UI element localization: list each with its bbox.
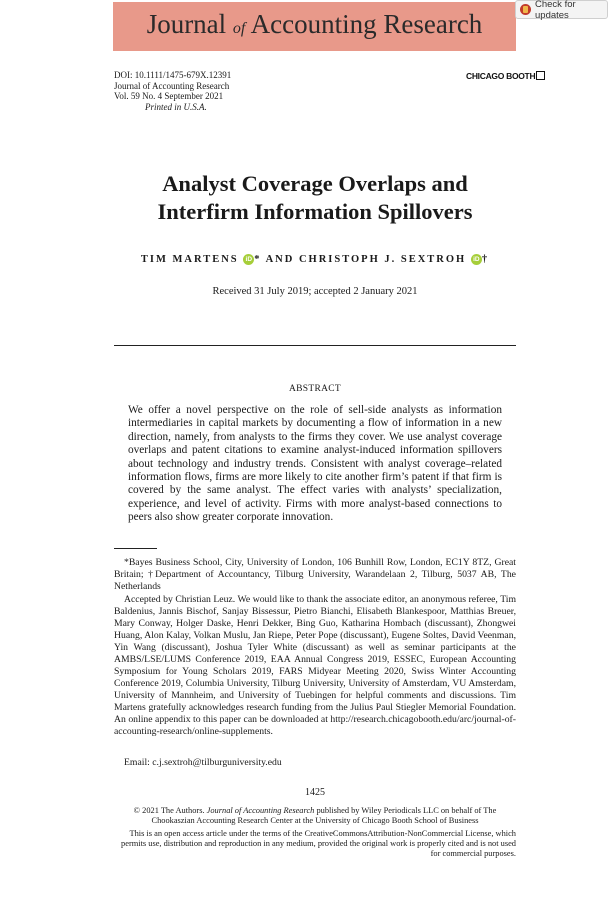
affiliations-footnote: *Bayes Business School, City, University of London, 106 Bunhill Row, London, EC1Y 8TZ, Great Britain; †Department of Accountancy, Tilburg University, Warandelaan 2, Tilburg, 5037 AB, The Netherlands (114, 557, 516, 592)
page-number: 1425 (305, 787, 325, 798)
author-name: TIM MARTENS (140, 254, 239, 265)
copyright-notice (114, 806, 516, 826)
divider (114, 345, 516, 346)
acknowledgments-footnote: Accepted by Christian Leuz. We would like to thank the associate editor, an anonymous referee, Tim Baldenius, Jannis Bischof, Sanjay Bissessur, Pietro Bianchi, Elisabeth Blankespoor, Matthias Breuer, Mary Conway, Holger Daske, Henri Dekker, Bing Guo, Katharina Hombach (discussant), Zhongwei Huang, Alon Kalay, Volkan Muslu, Jan Riepe, Peter Pope (discussant), Eugene Soltes, David Veenman, Yin Wang (discussant), Joshua Tyler White (discussant) as well as seminar participants at the AMBS/LSE/LUMS Conference 2019, EAA Annual Congress 2019, ESSEC, European Accounting Symposium for Young Scholars 2019, FARS Midyear Meeting 2020, Swiss Winter Accounting Conference 2019, Columbia University, Tilburg University, University of Amsterdam, VU Amsterdam, University of Mannheim, and University of Tuebingen for helpful comments and discussions. Tim Martens gratefully acknowledges research funding from the Julius Paul Stiegler Memorial Foundation. An online appendix to this paper can be downloaded at http://research.chicagobooth.edu/arc/journal-of-accounting-research/online-supplements. (114, 594, 516, 737)
license-notice: This is an open access article under the terms of the CreativeCommonsAttribution-NonCommercial License, which permits use, distribution and reproduction in any medium, provided the original work is properly cited and is not used for commercial purposes. (121, 829, 516, 858)
journal-banner (113, 2, 516, 51)
copyright-journal: Journal of Accounting Research (206, 806, 315, 815)
article-title-line2: Interfirm Information Spillovers (157, 199, 473, 224)
author-footnote-mark: † (481, 254, 490, 265)
journal-title (113, 9, 516, 40)
journal-title-part1: Journal (146, 9, 227, 39)
orcid-icon[interactable]: iD (471, 254, 482, 265)
journal-title-of: of (232, 20, 246, 37)
author-conjunction: AND (265, 254, 295, 265)
author-name: CHRISTOPH J. SEXTROH (298, 254, 467, 265)
article-title-line1: Analyst Coverage Overlaps and (162, 171, 468, 196)
journal-title-part2: Accounting Research (250, 9, 483, 39)
orcid-icon[interactable]: iD (243, 254, 254, 265)
check-for-updates-label: Check for updates (535, 0, 576, 21)
copyright-suffix: published by Wiley Periodicals LLC on behalf of The Chookaszian Accounting Research Center at the University of Chicago Booth School of Business (151, 806, 497, 825)
received-dates: Received 31 July 2019; accepted 2 January 2021 (212, 286, 418, 297)
crossmark-icon (520, 4, 531, 15)
article-metadata (114, 70, 231, 112)
journal-name: Journal of Accounting Research (114, 80, 230, 91)
publisher-logo (466, 71, 545, 81)
booth-shield-icon (536, 71, 545, 80)
abstract-heading: ABSTRACT (288, 384, 342, 394)
copyright-prefix: © 2021 The Authors. (133, 806, 205, 815)
doi: DOI: 10.1111/1475-679X.12391 (114, 70, 232, 80)
author-line (114, 254, 516, 265)
volume-info: Vol. 59 No. 4 September 2021 (114, 91, 224, 101)
abstract-text: We offer a novel perspective on the role of sell-side analysts as information intermediaries in capital markets by documenting a flow of information in a new direction, namely, from analysts to the firms they cover. We use analyst coverage overlaps and patent citations to examine analyst-induced information spillovers about technology and industry trends. Consistent with analyst coverage–related information flows, firms are more likely to cite another firm’s patent if that firm is covered by the same analyst. The effect varies with analysts’ specialization, experience, and level of activity. Firms with more analyst-based connections to peers also show greater corporate innovation. (128, 404, 502, 524)
footnote-divider (114, 548, 157, 549)
author-footnote-mark: * (254, 254, 262, 265)
publisher-logo-text: CHICAGO BOOTH (466, 71, 536, 81)
contact-email: Email: c.j.sextroh@tilburguniversity.edu (124, 757, 282, 768)
printed-location: Printed in U.S.A. (145, 101, 207, 112)
article-title (114, 170, 516, 226)
check-for-updates-button[interactable] (515, 0, 608, 19)
